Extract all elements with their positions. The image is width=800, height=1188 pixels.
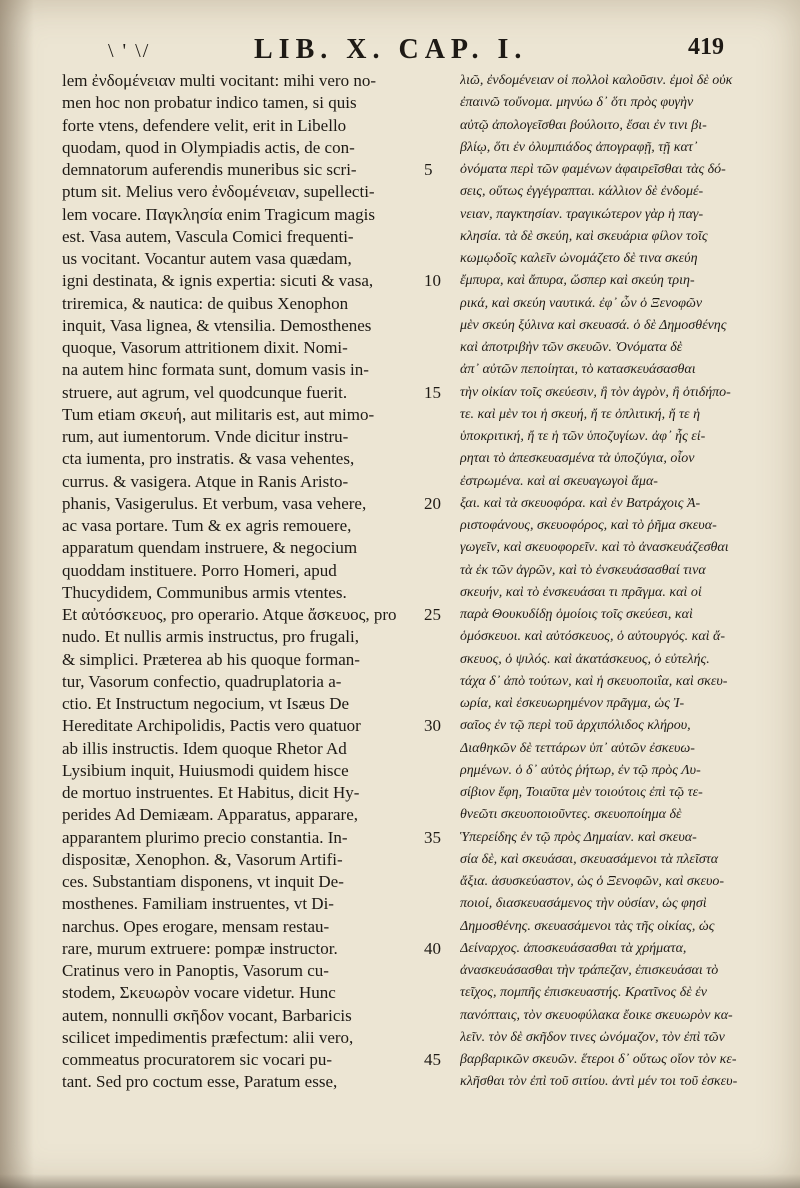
latin-text-line: tant. Sed pro coctum esse, Paratum esse, [62,1072,338,1092]
greek-text-line: σαῖος ἐν τῷ περὶ τοῦ ἀρχιπόλιδος κλήρου, [460,718,691,734]
greek-text-line: ρημένων. ὁ δ᾽ αὐτὸς ῥήτωρ, ἐν τῷ πρὸς Λυ- [460,762,701,778]
greek-text-line: ἐστρωμένα. καὶ αἱ σκευαγωγοὶ ἅμα- [460,473,658,489]
greek-text-line: σεις, οὕτως ἐγγέγραπται. κάλλιον δὲ ἐνδομέ- [460,184,704,200]
latin-text-line: est. Vasa autem, Vascula Comici frequenti- [62,226,354,246]
latin-text-line: ptum sit. Melius vero ἐνδομένειαν, supellecti- [62,182,375,202]
greek-text-line: νειαν, παγκτησίαν. τραγικώτερον γὰρ ἡ παγ- [460,206,704,222]
greek-text-line: τάχα δ᾽ ἀπὸ τούτων, καὶ ἡ σκευοποιΐα, καὶ σκευ- [460,673,728,689]
latin-column [62,70,424,1094]
line-number: 25 [424,605,441,624]
greek-text-line: ριστοφάνους, σκευοφόρος, καὶ τὸ ῥῆμα σκευα- [460,518,717,533]
latin-text-line: commeatus procuratorem sic vocari pu- [62,1050,333,1069]
greek-text-line: τὴν οἰκίαν τοῖς σκεύεσιν, ἢ τὸν ἀγρὸν, ἢ ὁτιδήπο- [460,384,731,400]
greek-text-line: θνεῶτι σκευοποιοῦντες. σκευοποίημα δὲ [460,807,682,823]
latin-text-line: igni destinata, & ignis expertia: sicuti & vasa, [62,271,374,291]
latin-text-line: struere, aut agrum, vel quodcunque fuerit. [62,382,348,402]
latin-text-line: men hoc non probatur indico tamen, si quis [62,93,357,113]
greek-text-line: ρικά, καὶ σκεύη ναυτικά. ἐφ᾽ ὧν ὁ Ξενοφῶν [460,295,703,311]
latin-text-line: na autem hinc formata sunt, domum vasis in- [62,360,369,380]
greek-text-line: ὁμόσκευοι. καὶ αὐτόσκευος, ὁ αὐτουργός. καὶ ἄ- [460,629,726,645]
greek-text-line: παρὰ Θουκυδίδῃ ὁμοίοις τοῖς σκεύεσι, καὶ [460,607,693,622]
latin-text-line: Tum etiam σκευή, aut militaris est, aut mimo- [62,404,375,424]
greek-text-line: κλῆσθαι τὸν ἐπὶ τοῦ σιτίου. ἀντὶ μέν τοι τοῦ ἐσκευ- [460,1074,738,1090]
greek-text-line: Δείναρχος. ἀποσκευάσασθαι τὰ χρήματα, [460,940,687,956]
latin-text-line: nudo. Et nullis armis instructus, pro frugali, [62,627,359,647]
greek-text-line: ὀνόματα περὶ τῶν φαμένων ἀφαιρεῖσθαι τὰς δό- [460,162,726,177]
greek-text-line: ἐπαινῶ τοὔνομα. μηνύω δ᾽ ὅτι πρὸς φυγὴν [460,95,694,111]
latin-text-line: triremica, & nautica: de quibus Xenophon [62,293,349,313]
greek-text-line: ἀνασκευάσασθαι τὴν τράπεζαν, ἐπισκευάσαι τὸ [460,963,719,978]
line-number: 5 [424,160,433,179]
greek-text-line: ποιοί, διασκευασάμενος τὴν οὐσίαν, ὡς φησὶ [460,896,707,912]
gutter-shadow [0,0,34,1188]
greek-text-line: βαρβαρικῶν σκευῶν. ἕτεροι δ᾽ οὕτως οἴον τὸν κε- [460,1052,737,1067]
latin-text-line: currus. & vasigera. Atque in Ranis Aristo- [62,471,349,491]
latin-text-line: tur, Vasorum confectio, quadruplatoria a- [62,671,342,691]
page-header [0,34,800,74]
line-number: 20 [424,493,441,513]
latin-text-line: apparatum quendam instruere, & negocium [62,538,358,558]
latin-text-line: narchus. Opes erogare, mensam restau- [62,916,330,936]
line-number: 10 [424,271,441,291]
latin-text-line: Lysibium inquit, Huiusmodi quidem hisce [62,760,349,780]
greek-text-line: σίβιον ἔφη, Τοιαῦτα μὲν τοιούτοις ἐπὶ τῷ τε- [460,785,703,800]
greek-text-line: κωμῳδοῖς καλεῖν ὠνομάζετο δὲ τινα σκεύη [460,251,698,266]
greek-text-line: γωγεῖν, καὶ σκευοφορεῖν. καὶ τὸ ἀνασκευάζεσθαι [460,540,729,556]
greek-text-line: λιῶ, ἐνδομένειαν οἱ πολλοὶ καλοῦσιν. ἐμοὶ δὲ οὐκ [460,73,733,88]
latin-text-line: Cratinus vero in Panoptis, Vasorum cu- [62,961,329,980]
latin-text-line: demnatorum auferendis muneribus sic scri- [62,160,357,179]
greek-text-line: ἔμπυρα, καὶ ἄπυρα, ὥσπερ καὶ σκεύη τριη- [460,273,695,289]
latin-text-line: lem ἐνδομένειαν multi vocitant: mihi vero no- [62,71,376,90]
running-title: LIB. X. CAP. I. [254,34,528,65]
latin-text-line: de mortuo instruentes. Et Habitus, dicit Hy- [62,783,360,802]
line-number: 45 [424,1050,441,1069]
latin-text-line: lem vocare. Παγκλησία enim Tragicum magis [62,204,375,224]
line-number: 30 [424,716,441,736]
latin-text-line: perides Ad Demiæam. Apparatus, apparare, [62,805,358,825]
greek-text-line: Δημοσθένης. σκευασάμενοι τὰς τῆς οἰκίας, ὡς [460,918,715,934]
greek-text-line: πανόπταις, τὸν σκευοφύλακα ἔοικε σκευωρὸν κα- [460,1007,733,1023]
latin-text-line: rum, aut iumentorum. Vnde dicitur instru- [62,427,349,446]
line-number: 35 [424,827,441,847]
latin-text-line: Hereditate Archipolidis, Pactis vero quatuor [62,716,361,736]
greek-text-line: Διαθηκῶν δὲ τεττάρων ὑπ᾽ αὐτῶν ἐσκευω- [460,740,695,756]
greek-text-line: αὐτῷ ἀπολογεῖσθαι βούλοιτο, ἔσαι ἐν τινι βι- [460,117,707,133]
latin-text-line: apparantem plurimo precio constantia. In- [62,827,348,847]
greek-column [460,70,778,1094]
greek-text-line: ξαι. καὶ τὰ σκευοφόρα. καὶ ἐν Βατράχοις Ἀ- [460,495,701,511]
latin-text-line: autem, nonnulli σκῆδον vocant, Barbaricis [62,1005,352,1025]
greek-text-line: τεῖχος, πομπῆς ἐπισκευαστής. Κρατῖνος δὲ ἐν [460,985,707,1001]
page-number: 419 [688,34,724,60]
greek-text-line: σκευος, ὁ ψιλός. καὶ ἀκατάσκευος, ὁ εὐτελής. [460,651,710,667]
latin-text-line: phanis, Vasigerulus. Et verbum, vasa vehere, [62,493,367,513]
greek-text-line: σία δὲ, καὶ σκευάσαι, σκευασάμενοι τὰ πλεῖστα [460,851,719,867]
latin-text-line: ces. Substantiam disponens, vt inquit De- [62,872,344,891]
header-ornament: \ ' \/ [108,40,151,62]
greek-text-line: βλίῳ, ὅτι ἐν ὀλυμπιάδος ἀπογραφῇ, τῇ κατ᾽ [460,139,698,155]
greek-text-line: Ὑπερείδης ἐν τῷ πρὸς Δημαίαν. καὶ σκευα- [460,829,697,845]
latin-text-line: cta iumenta, pro instratis. & vasa vehentes, [62,449,355,469]
latin-text-line: quoddam instituere. Porro Homeri, apud [62,560,337,580]
line-number: 40 [424,938,441,958]
greek-text-line: ἀπ᾽ αὐτῶν πεποίηται, τὸ κατασκευάσασθαι [460,362,696,378]
greek-text-line: τε. καὶ μὲν τοι ἡ σκευή, ἤ τε ὁπλιτική, ἤ τε ἡ [460,406,701,422]
latin-text-line: Thucydidem, Communibus armis vtentes. [62,582,347,602]
greek-text-line: τὰ ἐκ τῶν ἀγρῶν, καὶ τὸ ἐνσκευάσασθαί τινα [460,562,706,578]
greek-text-line: ὑποκριτική, ἤ τε ἡ τῶν ὑποζυγίων. ἀφ᾽ ἧς εἰ- [460,429,706,444]
latin-text-line: scilicet impedimentis præfectum: alii vero, [62,1027,354,1047]
latin-text-line: inquit, Vasa lignea, & vtensilia. Demosthenes [62,315,372,335]
greek-text-line: ωρία, καὶ ἐσκευωρημένον πρᾶγμα, ὡς Ἰ- [460,696,685,711]
greek-text-line: κλησία. τὰ δὲ σκεύη, καὶ σκευάρια φίλον τοῖς [460,228,708,244]
latin-text-line: mosthenes. Familiam instruentes, vt Di- [62,894,334,914]
latin-text-line: ac vasa portare. Tum & ex agris remouere, [62,516,352,535]
latin-text-line: quoque, Vasorum attritionem dixit. Nomi- [62,338,348,357]
latin-text-line: & simplici. Præterea ab his quoque forman- [62,649,360,669]
greek-text-line: ἄξια. ἀσυσκεύαστον, ὡς ὁ Ξενοφῶν, καὶ σκευο- [460,874,725,889]
greek-text-line: λεῖν. τὸν δὲ σκῆδον τινες ὠνόμαζον, τὸν ἐπὶ τῶν [460,1029,725,1045]
greek-text-line: ρηται τὸ ἀπεσκευασμένα τὰ ὑποζύγια, οἷον [460,451,695,467]
greek-text-line: σκευήν, καὶ τὸ ἐνσκευάσαι τι πρᾶγμα. καὶ οἱ [460,584,702,600]
latin-text-line: us vocitant. Vocantur autem vasa quædam, [62,249,352,268]
greek-text-line: καὶ ἀποτριβὴν τῶν σκευῶν. Ὀνόματα δὲ [460,340,683,355]
latin-text-line: rare, murum extruere: pompæ instructor. [62,938,338,958]
latin-text-line: dispositæ, Xenophon. &, Vasorum Artifi- [62,849,343,869]
latin-text-line: forte vtens, defendere velit, erit in Libello [62,115,347,135]
latin-text-line: Et αὐτόσκευος, pro operario. Atque ἄσκευος, pro [62,605,397,624]
latin-text-line: ab illis instructis. Idem quoque Rhetor Ad [62,738,347,758]
latin-text-line: ctio. Et Instructum negocium, vt Isæus De [62,694,350,713]
page-bottom-edge [0,1174,800,1188]
latin-text-line: stodem, Σκευωρὸν vocare videtur. Hunc [62,983,336,1003]
latin-text-line: quodam, quod in Olympiadis actis, de con- [62,137,355,157]
line-number: 15 [424,382,441,402]
greek-text-line: μὲν σκεύη ξύλινα καὶ σκευασά. ὁ δὲ Δημοσθένης [460,317,727,333]
